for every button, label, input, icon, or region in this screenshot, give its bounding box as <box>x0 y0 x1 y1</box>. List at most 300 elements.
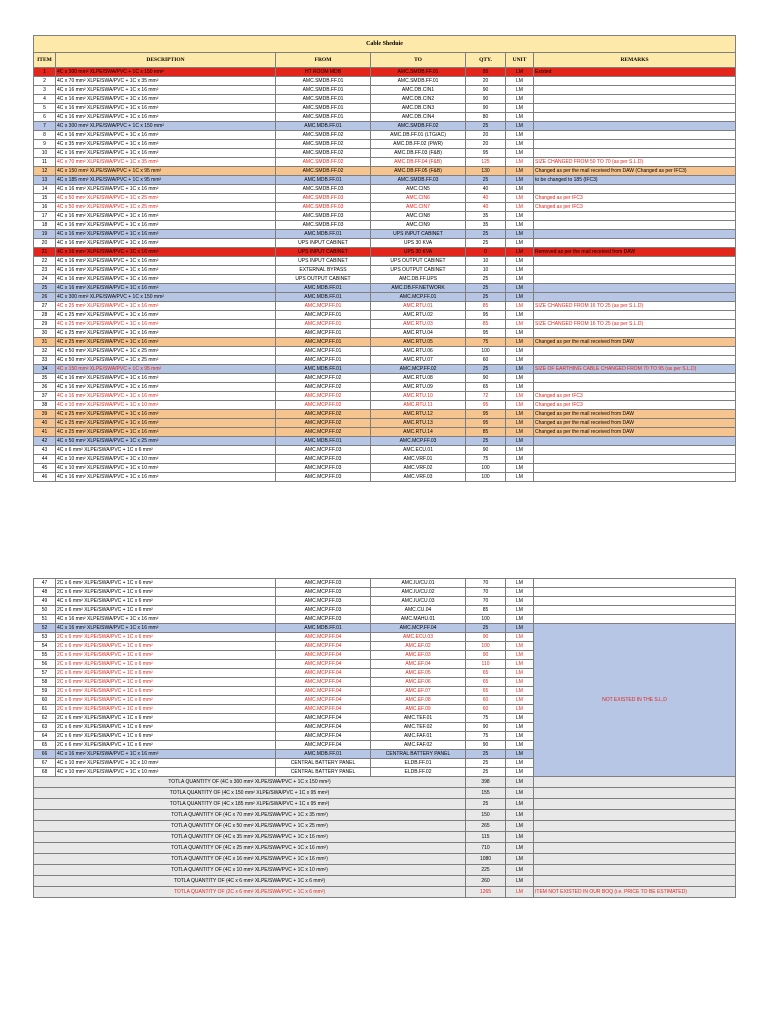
qty-cell: 75 <box>466 732 506 741</box>
remarks-cell <box>534 122 736 131</box>
item-cell: 52 <box>34 624 56 633</box>
remarks-cell <box>534 149 736 158</box>
total-qty: 150 <box>466 810 506 821</box>
unit-cell: LM <box>506 428 534 437</box>
total-remarks <box>534 843 736 854</box>
to-cell: AMC.MCP.FF.04 <box>371 624 466 633</box>
from-cell: AMC.MDB.FF.01 <box>276 284 371 293</box>
qty-cell: 25 <box>466 365 506 374</box>
from-cell: HT ROOM MDB <box>276 68 371 77</box>
table-row <box>34 194 736 203</box>
total-label: TOTLA QUANTITY OF (4C x 300 mm² XLPE/SWA/PVC + 1C x 150 mm²) <box>34 777 466 788</box>
description-cell: 2C x 6 mm² XLPE/SWA/PVC + 1C x 6 mm² <box>56 678 276 687</box>
description-cell: 4C x 16 mm² XLPE/SWA/PVC + 1C x 16 mm² <box>56 230 276 239</box>
qty-cell: 60 <box>466 696 506 705</box>
total-label: TOTLA QUANTITY OF (4C x 185 mm² XLPE/SWA/PVC + 1C x 95 mm²) <box>34 799 466 810</box>
description-cell: 2C x 6 mm² XLPE/SWA/PVC + 1C x 6 mm² <box>56 669 276 678</box>
from-cell: AMC.SMDB.FF.01 <box>276 95 371 104</box>
unit-cell: LM <box>506 113 534 122</box>
to-cell: AMC.EF.05 <box>371 669 466 678</box>
to-cell: AMC.DB.FF.UPS <box>371 275 466 284</box>
remarks-cell: Changed as per the mail received from DAW <box>534 410 736 419</box>
remarks-cell: Existed <box>534 68 736 77</box>
remarks-cell <box>534 383 736 392</box>
item-cell: 10 <box>34 149 56 158</box>
from-cell: AMC.MCP.FF.04 <box>276 669 371 678</box>
qty-cell: 95 <box>466 311 506 320</box>
item-cell: 30 <box>34 329 56 338</box>
to-cell: AMC.CIN8 <box>371 212 466 221</box>
table-row <box>34 221 736 230</box>
table-row <box>34 284 736 293</box>
table-row <box>34 248 736 257</box>
from-cell: UPS OUTPUT CABINET <box>276 275 371 284</box>
to-cell: AMC.RTU.02 <box>371 311 466 320</box>
unit-cell: LM <box>506 750 534 759</box>
remarks-cell <box>534 104 736 113</box>
qty-cell: 40 <box>466 194 506 203</box>
unit-cell: LM <box>506 579 534 588</box>
description-cell: 4C x 25 mm² XLPE/SWA/PVC + 1C x 16 mm² <box>56 329 276 338</box>
description-cell: 4C x 16 mm² XLPE/SWA/PVC + 1C x 16 mm² <box>56 266 276 275</box>
remarks-cell <box>534 77 736 86</box>
table-row <box>34 329 736 338</box>
total-unit: LM <box>506 843 534 854</box>
from-cell: AMC.MCP.FF.03 <box>276 446 371 455</box>
description-cell: 4C x 16 mm² XLPE/SWA/PVC + 1C x 16 mm² <box>56 104 276 113</box>
table-row <box>34 140 736 149</box>
from-cell: AMC.MDB.FF.01 <box>276 230 371 239</box>
unit-cell: LM <box>506 464 534 473</box>
unit-cell: LM <box>506 248 534 257</box>
from-cell: AMC.MCP.FF.02 <box>276 401 371 410</box>
unit-cell: LM <box>506 86 534 95</box>
unit-cell: LM <box>506 239 534 248</box>
unit-cell: LM <box>506 696 534 705</box>
qty-cell: 25 <box>466 176 506 185</box>
qty-cell: 90 <box>466 446 506 455</box>
from-cell: AMC.MDB.FF.01 <box>276 750 371 759</box>
item-cell: 67 <box>34 759 56 768</box>
remarks-cell <box>534 212 736 221</box>
qty-cell: 75 <box>466 714 506 723</box>
to-cell: AMC.RTU.12 <box>371 410 466 419</box>
from-cell: AMC.SMDB.FF.02 <box>276 149 371 158</box>
total-label: TOTLA QUANTITY OF (4C x 70 mm² XLPE/SWA/PVC + 1C x 35 mm²) <box>34 810 466 821</box>
total-row <box>34 854 736 865</box>
from-cell: AMC.MCP.FF.04 <box>276 660 371 669</box>
table-row <box>34 347 736 356</box>
remarks-cell <box>534 437 736 446</box>
qty-cell: 100 <box>466 615 506 624</box>
total-row <box>34 887 736 898</box>
total-remarks <box>534 876 736 887</box>
to-cell: AMC.DB.FF.02 (PWR) <box>371 140 466 149</box>
item-cell: 53 <box>34 633 56 642</box>
remarks-cell <box>534 597 736 606</box>
unit-cell: LM <box>506 705 534 714</box>
to-cell: AMC.DB.FF.NETWORK <box>371 284 466 293</box>
from-cell: AMC.MCP.FF.01 <box>276 302 371 311</box>
unit-cell: LM <box>506 275 534 284</box>
to-cell: AMC.SMDB.FF.03 <box>371 176 466 185</box>
remarks-cell: Changed as per the mail received from DAW <box>534 419 736 428</box>
description-cell: 4C x 300 mm² XLPE/SWA/PVC + 1C x 150 mm² <box>56 293 276 302</box>
qty-cell: 110 <box>466 660 506 669</box>
description-cell: 4C x 16 mm² XLPE/SWA/PVC + 1C x 16 mm² <box>56 257 276 266</box>
from-cell: AMC.MCP.FF.02 <box>276 374 371 383</box>
item-cell: 37 <box>34 392 56 401</box>
description-cell: 4C x 25 mm² XLPE/SWA/PVC + 1C x 16 mm² <box>56 338 276 347</box>
item-cell: 55 <box>34 651 56 660</box>
to-cell: AMC.CIN6 <box>371 194 466 203</box>
item-cell: 50 <box>34 606 56 615</box>
description-cell: 4C x 25 mm² XLPE/SWA/PVC + 1C x 16 mm² <box>56 428 276 437</box>
from-cell: AMC.MCP.FF.01 <box>276 356 371 365</box>
from-cell: AMC.MCP.FF.03 <box>276 464 371 473</box>
description-cell: 4C x 16 mm² XLPE/SWA/PVC + 1C x 16 mm² <box>56 95 276 104</box>
table-row <box>34 149 736 158</box>
description-cell: 2C x 6 mm² XLPE/SWA/PVC + 1C x 6 mm² <box>56 588 276 597</box>
description-cell: 4C x 150 mm² XLPE/SWA/PVC + 1C x 95 mm² <box>56 365 276 374</box>
table-row <box>34 446 736 455</box>
description-cell: 4C x 10 mm² XLPE/SWA/PVC + 1C x 10 mm² <box>56 768 276 777</box>
col-unit: UNIT <box>506 53 534 68</box>
item-cell: 18 <box>34 221 56 230</box>
item-cell: 21 <box>34 248 56 257</box>
qty-cell: 25 <box>466 624 506 633</box>
from-cell: AMC.MDB.FF.01 <box>276 437 371 446</box>
from-cell: AMC.MCP.FF.04 <box>276 732 371 741</box>
total-qty: 25 <box>466 799 506 810</box>
from-cell: AMC.SMDB.FF.03 <box>276 221 371 230</box>
total-qty: 710 <box>466 843 506 854</box>
to-cell: AMC.RTU.03 <box>371 320 466 329</box>
description-cell: 4C x 10 mm² XLPE/SWA/PVC + 1C x 10 mm² <box>56 759 276 768</box>
total-unit: LM <box>506 810 534 821</box>
from-cell: AMC.MCP.FF.04 <box>276 705 371 714</box>
total-label: TOTLA QUANTITY OF (4C x 150 mm² XLPE/SWA/PVC + 1C x 95 mm²) <box>34 788 466 799</box>
total-row <box>34 777 736 788</box>
qty-cell: 65 <box>466 687 506 696</box>
remarks-cell: Removed as per the mail received from DAW <box>534 248 736 257</box>
table-row <box>34 167 736 176</box>
qty-cell: 65 <box>466 669 506 678</box>
table-row <box>34 257 736 266</box>
table-row <box>34 239 736 248</box>
from-cell: AMC.SMDB.FF.01 <box>276 86 371 95</box>
to-cell: UPS OUTPUT CABINET <box>371 266 466 275</box>
to-cell: AMC.RTU.04 <box>371 329 466 338</box>
qty-cell: 90 <box>466 651 506 660</box>
table-row <box>34 410 736 419</box>
to-cell: UPS 30 KVA <box>371 248 466 257</box>
unit-cell: LM <box>506 149 534 158</box>
item-cell: 17 <box>34 212 56 221</box>
table-row <box>34 113 736 122</box>
remarks-cell: to be changed to 185 (IFC3) <box>534 176 736 185</box>
description-cell: 4C x 6 mm² XLPE/SWA/PVC + 1C x 6 mm² <box>56 446 276 455</box>
qty-cell: 90 <box>466 104 506 113</box>
from-cell: AMC.MCP.FF.02 <box>276 383 371 392</box>
cable-schedule-table <box>33 35 736 482</box>
description-cell: 4C x 25 mm² XLPE/SWA/PVC + 1C x 16 mm² <box>56 311 276 320</box>
qty-cell: 95 <box>466 68 506 77</box>
description-cell: 2C x 6 mm² XLPE/SWA/PVC + 1C x 6 mm² <box>56 642 276 651</box>
qty-cell: 20 <box>466 140 506 149</box>
unit-cell: LM <box>506 714 534 723</box>
from-cell: AMC.SMDB.FF.01 <box>276 104 371 113</box>
item-cell: 60 <box>34 696 56 705</box>
item-cell: 20 <box>34 239 56 248</box>
remarks-cell <box>534 95 736 104</box>
from-cell: AMC.SMDB.FF.03 <box>276 185 371 194</box>
to-cell: AMC.EF.09 <box>371 705 466 714</box>
to-cell: AMC.RTU.01 <box>371 302 466 311</box>
total-label: TOTLA QUANTITY OF (4C x 6 mm² XLPE/SWA/PVC + 1C x 6 mm²) <box>34 876 466 887</box>
table-row <box>34 428 736 437</box>
item-cell: 7 <box>34 122 56 131</box>
total-remarks <box>534 854 736 865</box>
table-row <box>34 320 736 329</box>
table-row <box>34 68 736 77</box>
unit-cell: LM <box>506 320 534 329</box>
qty-cell: 100 <box>466 642 506 651</box>
qty-cell: 85 <box>466 606 506 615</box>
total-unit: LM <box>506 832 534 843</box>
description-cell: 4C x 16 mm² XLPE/SWA/PVC + 1C x 16 mm² <box>56 624 276 633</box>
remarks-cell <box>534 311 736 320</box>
qty-cell: 90 <box>466 95 506 104</box>
item-cell: 29 <box>34 320 56 329</box>
description-cell: 4C x 10 mm² XLPE/SWA/PVC + 1C x 10 mm² <box>56 401 276 410</box>
to-cell: CENTRAL BATTERY PANEL <box>371 750 466 759</box>
qty-cell: 100 <box>466 473 506 482</box>
from-cell: AMC.MDB.FF.01 <box>276 365 371 374</box>
description-cell: 4C x 16 mm² XLPE/SWA/PVC + 1C x 16 mm² <box>56 473 276 482</box>
description-cell: 4C x 185 mm² XLPE/SWA/PVC + 1C x 95 mm² <box>56 176 276 185</box>
to-cell: AMC.CU.04 <box>371 606 466 615</box>
qty-cell: 95 <box>466 401 506 410</box>
to-cell: AMC.CIN5 <box>371 185 466 194</box>
total-row <box>34 799 736 810</box>
qty-cell: 65 <box>466 383 506 392</box>
remarks-cell: Changed as per the mail received from DAW <box>534 428 736 437</box>
item-cell: 66 <box>34 750 56 759</box>
description-cell: 4C x 16 mm² XLPE/SWA/PVC + 1C x 16 mm² <box>56 374 276 383</box>
item-cell: 62 <box>34 714 56 723</box>
to-cell: AMC.DB.CIN4 <box>371 113 466 122</box>
table-row <box>34 392 736 401</box>
unit-cell: LM <box>506 68 534 77</box>
remarks-cell <box>534 266 736 275</box>
total-label: TOTLA QUANTITY OF (4C x 10 mm² XLPE/SWA/PVC + 1C x 10 mm²) <box>34 865 466 876</box>
unit-cell: LM <box>506 158 534 167</box>
from-cell: AMC.SMDB.FF.02 <box>276 131 371 140</box>
col-remarks: REMARKS <box>534 53 736 68</box>
to-cell: AMC.TEF.01 <box>371 714 466 723</box>
from-cell: AMC.MDB.FF.01 <box>276 122 371 131</box>
description-cell: 4C x 16 mm² XLPE/SWA/PVC + 1C x 16 mm² <box>56 221 276 230</box>
cable-schedule-table-continued <box>33 578 736 898</box>
unit-cell: LM <box>506 401 534 410</box>
total-row <box>34 788 736 799</box>
unit-cell: LM <box>506 284 534 293</box>
item-cell: 13 <box>34 176 56 185</box>
item-cell: 26 <box>34 293 56 302</box>
description-cell: 2C x 6 mm² XLPE/SWA/PVC + 1C x 6 mm² <box>56 606 276 615</box>
table-row <box>34 437 736 446</box>
remarks-cell <box>534 446 736 455</box>
description-cell: 4C x 10 mm² XLPE/SWA/PVC + 1C x 10 mm² <box>56 464 276 473</box>
remarks-cell <box>534 131 736 140</box>
description-cell: 2C x 6 mm² XLPE/SWA/PVC + 1C x 6 mm² <box>56 579 276 588</box>
qty-cell: 25 <box>466 275 506 284</box>
item-cell: 27 <box>34 302 56 311</box>
unit-cell: LM <box>506 759 534 768</box>
from-cell: AMC.MDB.FF.01 <box>276 176 371 185</box>
unit-cell: LM <box>506 212 534 221</box>
description-cell: 2C x 6 mm² XLPE/SWA/PVC + 1C x 6 mm² <box>56 705 276 714</box>
unit-cell: LM <box>506 167 534 176</box>
from-cell: AMC.MCP.FF.03 <box>276 579 371 588</box>
from-cell: AMC.MCP.FF.04 <box>276 714 371 723</box>
qty-cell: 25 <box>466 230 506 239</box>
qty-cell: 65 <box>466 678 506 687</box>
to-cell: AMC.DB.CIN1 <box>371 86 466 95</box>
item-cell: 61 <box>34 705 56 714</box>
from-cell: UPS INPUT CABINET <box>276 248 371 257</box>
description-cell: 4C x 300 mm² XLPE/SWA/PVC + 1C x 150 mm² <box>56 122 276 131</box>
table-row <box>34 158 736 167</box>
to-cell: AMC.TEF.02 <box>371 723 466 732</box>
to-cell: AMC.VRF.03 <box>371 473 466 482</box>
unit-cell: LM <box>506 633 534 642</box>
item-cell: 57 <box>34 669 56 678</box>
item-cell: 4 <box>34 95 56 104</box>
to-cell: AMC.IU/CU.03 <box>371 597 466 606</box>
table-row <box>34 401 736 410</box>
item-cell: 34 <box>34 365 56 374</box>
description-cell: 2C x 6 mm² XLPE/SWA/PVC + 1C x 6 mm² <box>56 696 276 705</box>
to-cell: AMC.DB.FF.05 (F&B) <box>371 167 466 176</box>
qty-cell: 85 <box>466 302 506 311</box>
remarks-cell <box>534 473 736 482</box>
unit-cell: LM <box>506 660 534 669</box>
from-cell: AMC.MCP.FF.02 <box>276 392 371 401</box>
unit-cell: LM <box>506 651 534 660</box>
total-label: TOTLA QUANTITY OF (4C x 25 mm² XLPE/SWA/PVC + 1C x 16 mm²) <box>34 843 466 854</box>
to-cell: AMC.SMDB.FF.01 <box>371 68 466 77</box>
item-cell: 14 <box>34 185 56 194</box>
item-cell: 25 <box>34 284 56 293</box>
item-cell: 56 <box>34 660 56 669</box>
to-cell: AMC.EF.03 <box>371 651 466 660</box>
item-cell: 42 <box>34 437 56 446</box>
remarks-cell <box>534 615 736 624</box>
item-cell: 15 <box>34 194 56 203</box>
item-cell: 28 <box>34 311 56 320</box>
remarks-cell: Changed as per IFC3 <box>534 392 736 401</box>
description-cell: 4C x 16 mm² XLPE/SWA/PVC + 1C x 16 mm² <box>56 131 276 140</box>
unit-cell: LM <box>506 122 534 131</box>
table-row <box>34 615 736 624</box>
table-row <box>34 374 736 383</box>
unit-cell: LM <box>506 723 534 732</box>
remarks-cell <box>534 86 736 95</box>
total-unit: LM <box>506 887 534 898</box>
remarks-cell <box>534 455 736 464</box>
unit-cell: LM <box>506 768 534 777</box>
from-cell: AMC.MCP.FF.01 <box>276 311 371 320</box>
description-cell: 4C x 25 mm² XLPE/SWA/PVC + 1C x 16 mm² <box>56 302 276 311</box>
unit-cell: LM <box>506 419 534 428</box>
unit-cell: LM <box>506 230 534 239</box>
remarks-cell: SIZE CHANGED FROM 16 TO 25 (as per S.L.D) <box>534 302 736 311</box>
description-cell: 2C x 6 mm² XLPE/SWA/PVC + 1C x 6 mm² <box>56 651 276 660</box>
qty-cell: 95 <box>466 329 506 338</box>
from-cell: AMC.MDB.FF.01 <box>276 624 371 633</box>
unit-cell: LM <box>506 588 534 597</box>
qty-cell: 25 <box>466 768 506 777</box>
from-cell: AMC.SMDB.FF.03 <box>276 212 371 221</box>
qty-cell: 95 <box>466 410 506 419</box>
qty-cell: 25 <box>466 284 506 293</box>
qty-cell: 25 <box>466 750 506 759</box>
unit-cell: LM <box>506 473 534 482</box>
total-remarks: ITEM NOT EXISTED IN OUR BOQ (i.e. PRICE TO BE ESTIMATED) <box>534 887 736 898</box>
table-row <box>34 212 736 221</box>
remarks-cell: SIZE CHANGED FROM 16 TO 25 (as per S.L.D) <box>534 320 736 329</box>
from-cell: AMC.MCP.FF.01 <box>276 338 371 347</box>
description-cell: 4C x 25 mm² XLPE/SWA/PVC + 1C x 16 mm² <box>56 419 276 428</box>
total-label: TOTLA QUANTITY OF (2C x 6 mm² XLPE/SWA/PVC + 1C x 6 mm²) <box>34 887 466 898</box>
from-cell: AMC.MCP.FF.04 <box>276 696 371 705</box>
qty-cell: 25 <box>466 437 506 446</box>
qty-cell: 35 <box>466 221 506 230</box>
remarks-cell <box>534 257 736 266</box>
remarks-cell: Changed as per the mail received from DAW <box>534 338 736 347</box>
item-cell: 58 <box>34 678 56 687</box>
description-cell: 4C x 16 mm² XLPE/SWA/PVC + 1C x 16 mm² <box>56 212 276 221</box>
unit-cell: LM <box>506 95 534 104</box>
to-cell: AMC.ECU.03 <box>371 633 466 642</box>
item-cell: 38 <box>34 401 56 410</box>
table-row <box>34 185 736 194</box>
from-cell: AMC.SMDB.FF.03 <box>276 203 371 212</box>
from-cell: AMC.MCP.FF.04 <box>276 687 371 696</box>
qty-cell: 25 <box>466 122 506 131</box>
table-row <box>34 77 736 86</box>
description-cell: 4C x 16 mm² XLPE/SWA/PVC + 1C x 16 mm² <box>56 392 276 401</box>
description-cell: 4C x 16 mm² XLPE/SWA/PVC + 1C x 16 mm² <box>56 185 276 194</box>
to-cell: AMC.EF.04 <box>371 660 466 669</box>
unit-cell: LM <box>506 203 534 212</box>
qty-cell: 60 <box>466 356 506 365</box>
to-cell: UPS 30 KVA <box>371 239 466 248</box>
to-cell: AMC.ECU.01 <box>371 446 466 455</box>
table-row <box>34 266 736 275</box>
unit-cell: LM <box>506 669 534 678</box>
to-cell: AMC.MAHU.01 <box>371 615 466 624</box>
qty-cell: 95 <box>466 419 506 428</box>
total-row <box>34 832 736 843</box>
to-cell: AMC.SMDB.FF.02 <box>371 122 466 131</box>
unit-cell: LM <box>506 741 534 750</box>
unit-cell: LM <box>506 293 534 302</box>
description-cell: 4C x 16 mm² XLPE/SWA/PVC + 1C x 16 mm² <box>56 86 276 95</box>
remarks-cell <box>534 464 736 473</box>
